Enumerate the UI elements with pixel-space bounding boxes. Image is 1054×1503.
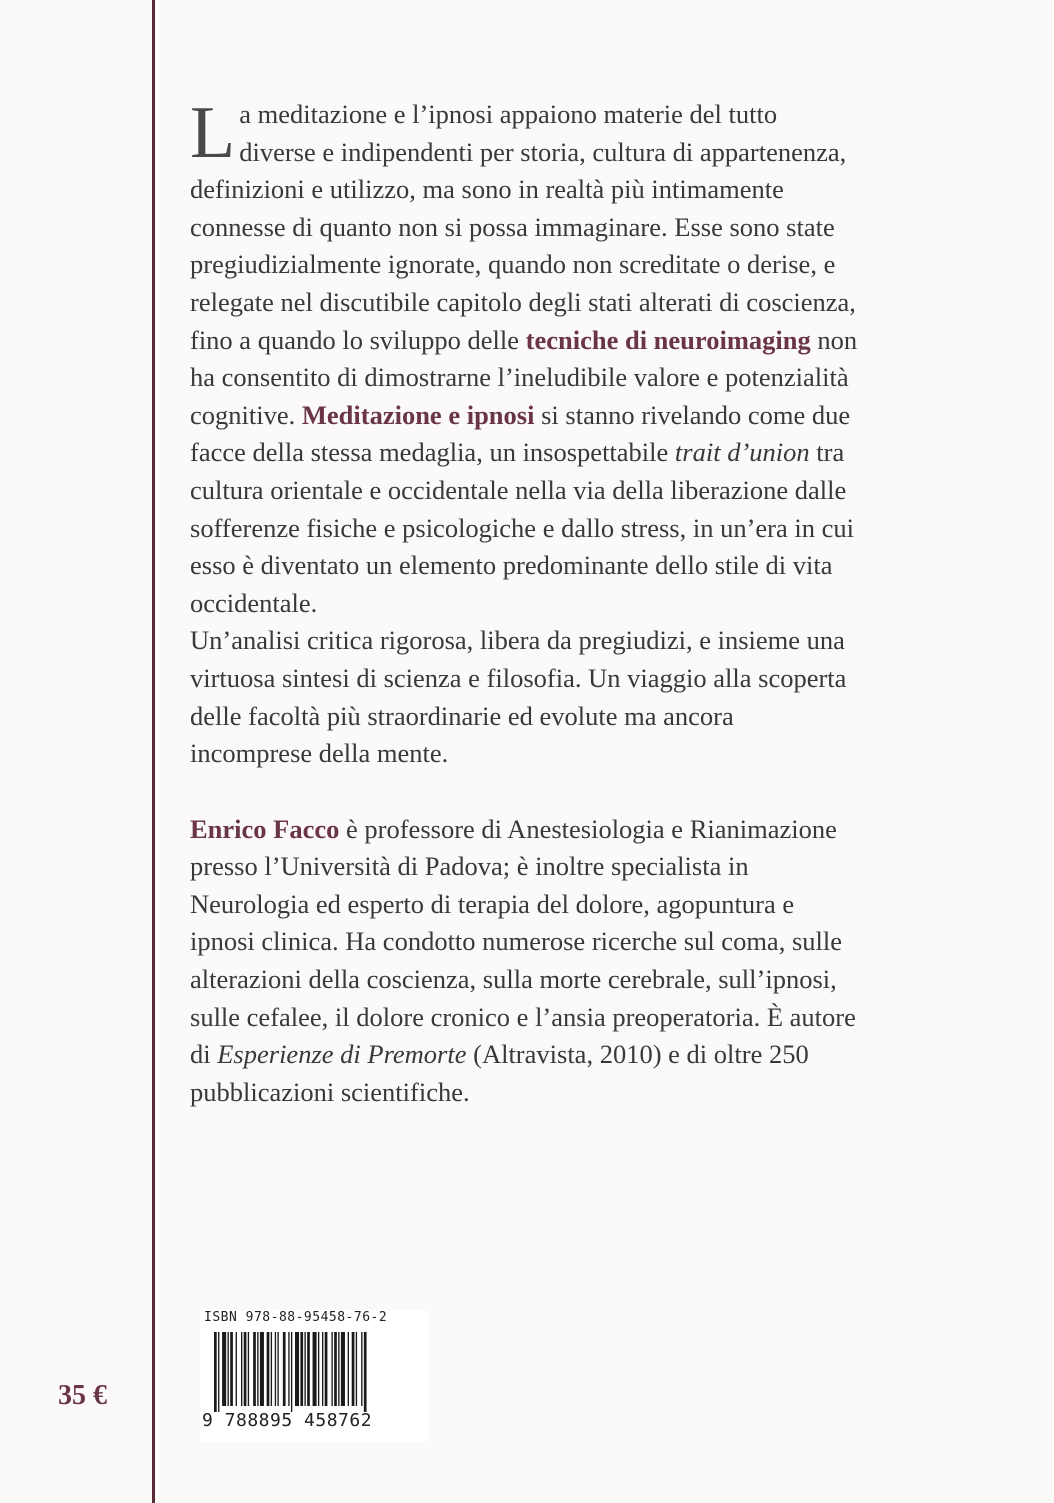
paragraph-gap	[190, 773, 860, 811]
barcode-bar	[277, 1332, 278, 1406]
price-label: 35 €	[58, 1380, 107, 1411]
barcode-bar	[271, 1332, 272, 1406]
drop-cap: L	[190, 92, 236, 174]
highlight-meditazione-ipnosi: Meditazione e ipnosi	[301, 399, 535, 430]
barcode-bar	[313, 1332, 317, 1406]
barcode-bar	[257, 1332, 258, 1406]
author-bio-text-b: (Altravista, 2010) e di oltre 250 pubblicazioni scientifiche.	[190, 1039, 809, 1107]
barcode-bar	[341, 1332, 345, 1406]
barcode-bar	[288, 1332, 289, 1406]
barcode-bar	[248, 1332, 249, 1406]
barcode-bar	[334, 1332, 337, 1406]
barcode-bar	[322, 1332, 323, 1406]
barcode-icon	[200, 1328, 428, 1412]
barcode-bar	[218, 1332, 219, 1412]
spine-rule	[152, 0, 155, 1503]
barcode-bar	[260, 1332, 264, 1406]
barcode-bar	[331, 1332, 332, 1406]
book-description	[190, 92, 860, 1111]
barcode-bar	[228, 1332, 229, 1406]
description-paragraph-1	[190, 92, 860, 622]
italic-trait-dunion: trait d’union	[674, 437, 810, 468]
barcode-bar	[356, 1332, 357, 1406]
barcode-bar	[214, 1332, 217, 1412]
barcode-bar	[267, 1332, 270, 1406]
author-book-title: Esperienze di Premorte	[217, 1039, 467, 1070]
barcode-bar	[352, 1332, 355, 1406]
barcode-bar	[291, 1332, 292, 1412]
barcode-bar	[348, 1332, 349, 1406]
barcode-bar	[338, 1332, 339, 1406]
barcode-bar	[318, 1332, 319, 1406]
barcode-bar	[275, 1332, 276, 1406]
barcode-bar	[325, 1332, 328, 1406]
barcode-panel	[200, 1310, 428, 1442]
description-text-1c: si stanno rivelando come due facce della stessa medaglia, un insospettabile	[190, 399, 851, 468]
barcode-bar	[295, 1332, 299, 1406]
author-bio-text-a: è professore di Anestesiologia e Rianimazione presso l’Università di Padova; è inoltre specialista in Neurologia ed esperto di terapia del dolore, agopuntura e ipnosi clinica. Ha condotto numerose ricerche sul coma, sulle alterazioni della coscienza, sulla morte cerebrale, sull’ipnosi, sulle cefalee, il dolore cronico e l’ansia preoperatoria. È autore di	[190, 813, 856, 1070]
barcode-digits: 9 788895 458762	[202, 1410, 373, 1431]
author-bio	[190, 811, 860, 1112]
description-text-1d: tra cultura orientale e occidentale nella via della liberazione dalle sofferenze fisiche e psicologiche e dallo stress, in un’era in cui esso è diventato un elemento predominante dello stile di vita occidentale.	[190, 437, 854, 618]
description-text-1a: a meditazione e l’ipnosi appaiono materie del tutto diverse e indipendenti per storia, cultura di appartenenza, definizioni e utilizzo, ma sono in realtà più intimamente connesse di quanto non si possa immaginare. Esse sono state pregiudizialmente ignorate, quando non screditate o derise, e relegate nel discutibile capitolo degli stati alterati di coscienza, fino a quando lo sviluppo delle	[190, 99, 856, 355]
barcode-bar	[361, 1332, 362, 1406]
author-name: Enrico Facco	[190, 813, 340, 844]
description-paragraph-2: Un’analisi critica rigorosa, libera da pregiudizi, e insieme una virtuosa sintesi di scienza e filosofia. Un viaggio alla scoperta delle facoltà più straordinarie ed evolute ma ancora incomprese della mente.	[190, 625, 847, 769]
barcode-bar	[241, 1332, 242, 1406]
barcode-bar	[222, 1332, 226, 1406]
barcode-bar	[300, 1332, 303, 1406]
barcode-bar	[236, 1332, 237, 1406]
barcode-bar	[253, 1332, 256, 1406]
barcode-bar	[307, 1332, 310, 1406]
barcode-bar	[364, 1332, 367, 1412]
barcode-bar	[230, 1332, 233, 1406]
description-text-1b: non ha consentito di dimostrarne l’ineludibile valore e potenzialità cognitive.	[190, 324, 858, 430]
isbn-label: ISBN 978-88-95458-76-2	[204, 1310, 388, 1325]
barcode-bar	[304, 1332, 305, 1406]
barcode-bar	[244, 1332, 247, 1406]
highlight-neuroimaging: tecniche di neuroimaging	[525, 324, 811, 355]
barcode-bar	[283, 1332, 286, 1406]
